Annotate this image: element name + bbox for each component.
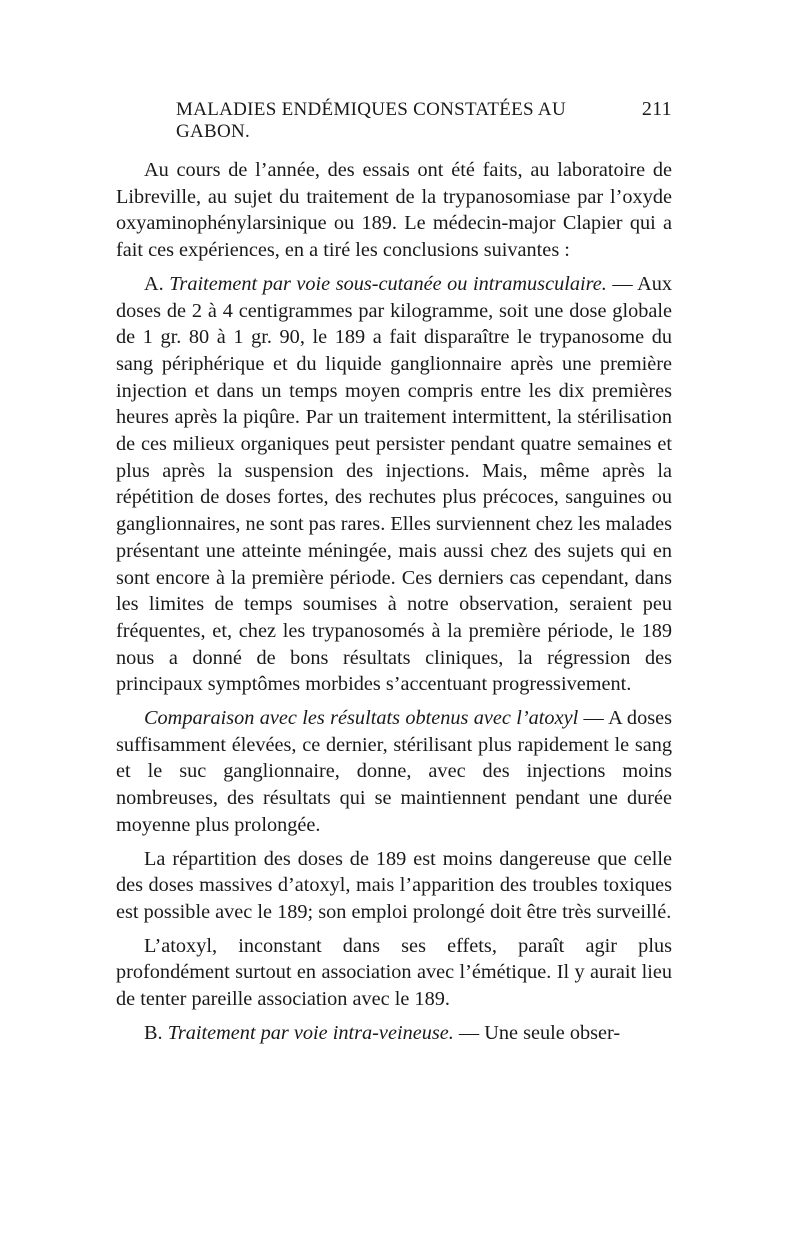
paragraph-intro: Au cours de l’année, des essais ont été faits, au laboratoire de Libreville, au sujet du traitement de la trypanosomiase par l’oxyde oxyaminophénylarsinique ou 189. Le médecin-major Clapier qui a fait ces expériences, en a tiré les conclusions suivantes : [116, 159, 672, 262]
paragraph-atoxyl: L’atoxyl, inconstant dans ses effets, paraît agir plus profondément surtout en association avec l’émétique. Il y aurait lieu de tenter pareille association avec le 189. [116, 934, 672, 1011]
paragraph-section-b [116, 1020, 672, 1047]
section-a-marker: A. [144, 272, 164, 295]
comparison-heading: Comparaison avec les résultats obtenus avec l’atoxyl [144, 707, 579, 730]
book-page [116, 98, 672, 1047]
running-title: MALADIES ENDÉMIQUES CONSTATÉES AU GABON. [176, 99, 566, 142]
comparison-text: — A doses suffisamment élevées, ce dernier, stérilisant plus rapidement le sang et le suc ganglionnaire, donne, avec des injections moins nombreuses, des résultats qui se maintiennent pendant une durée moyenne plus prolongée. [116, 707, 672, 836]
paragraph-dose-distribution: La répartition des doses de 189 est moins dangereuse que celle des doses massives d’atoxyl, mais l’apparition des troubles toxiques est possible avec le 189; son emploi prolongé doit être très surveillé. [116, 847, 672, 923]
section-a-text: — Aux doses de 2 à 4 centigrammes par kilogramme, soit une dose globale de 1 gr. 80 à 1 gr. 90, le 189 a fait disparaître le trypanosome du sang périphérique et du liquide ganglionnaire après une première injection et dans un temps moyen compris entre les dix premières heures après la piqûre. Par un traitement intermittent, la stérilisation de ces milieux organiques peut persister pendant quatre semaines et plus après la suspension des injections. Mais, même après la répétition de doses fortes, des rechutes plus précoces, sanguines ou ganglionnaires, ne sont pas rares. Elles surviennent chez les malades présentant une atteinte méningée, mais aussi chez des sujets qui en sont encore à la première période. Ces derniers cas cependant, dans les limites de temps soumises à notre observation, seraient peu fréquentes, et, chez les trypanosomés à la première période, le 189 nous a donné de bons résultats cliniques, la régression des principaux symptômes morbides s’accentuant progressivement. [116, 272, 673, 696]
paragraph-comparison [116, 705, 672, 839]
section-a-heading: Traitement par voie sous-cutanée ou intramusculaire. [169, 272, 607, 295]
paragraph-section-a [116, 271, 672, 698]
running-head [116, 98, 672, 143]
section-b-heading: Traitement par voie intra-veineuse. [167, 1021, 454, 1044]
page-number: 211 [641, 98, 672, 120]
section-b-text: — Une seule obser- [453, 1021, 621, 1044]
section-b-marker: B. [144, 1021, 163, 1044]
